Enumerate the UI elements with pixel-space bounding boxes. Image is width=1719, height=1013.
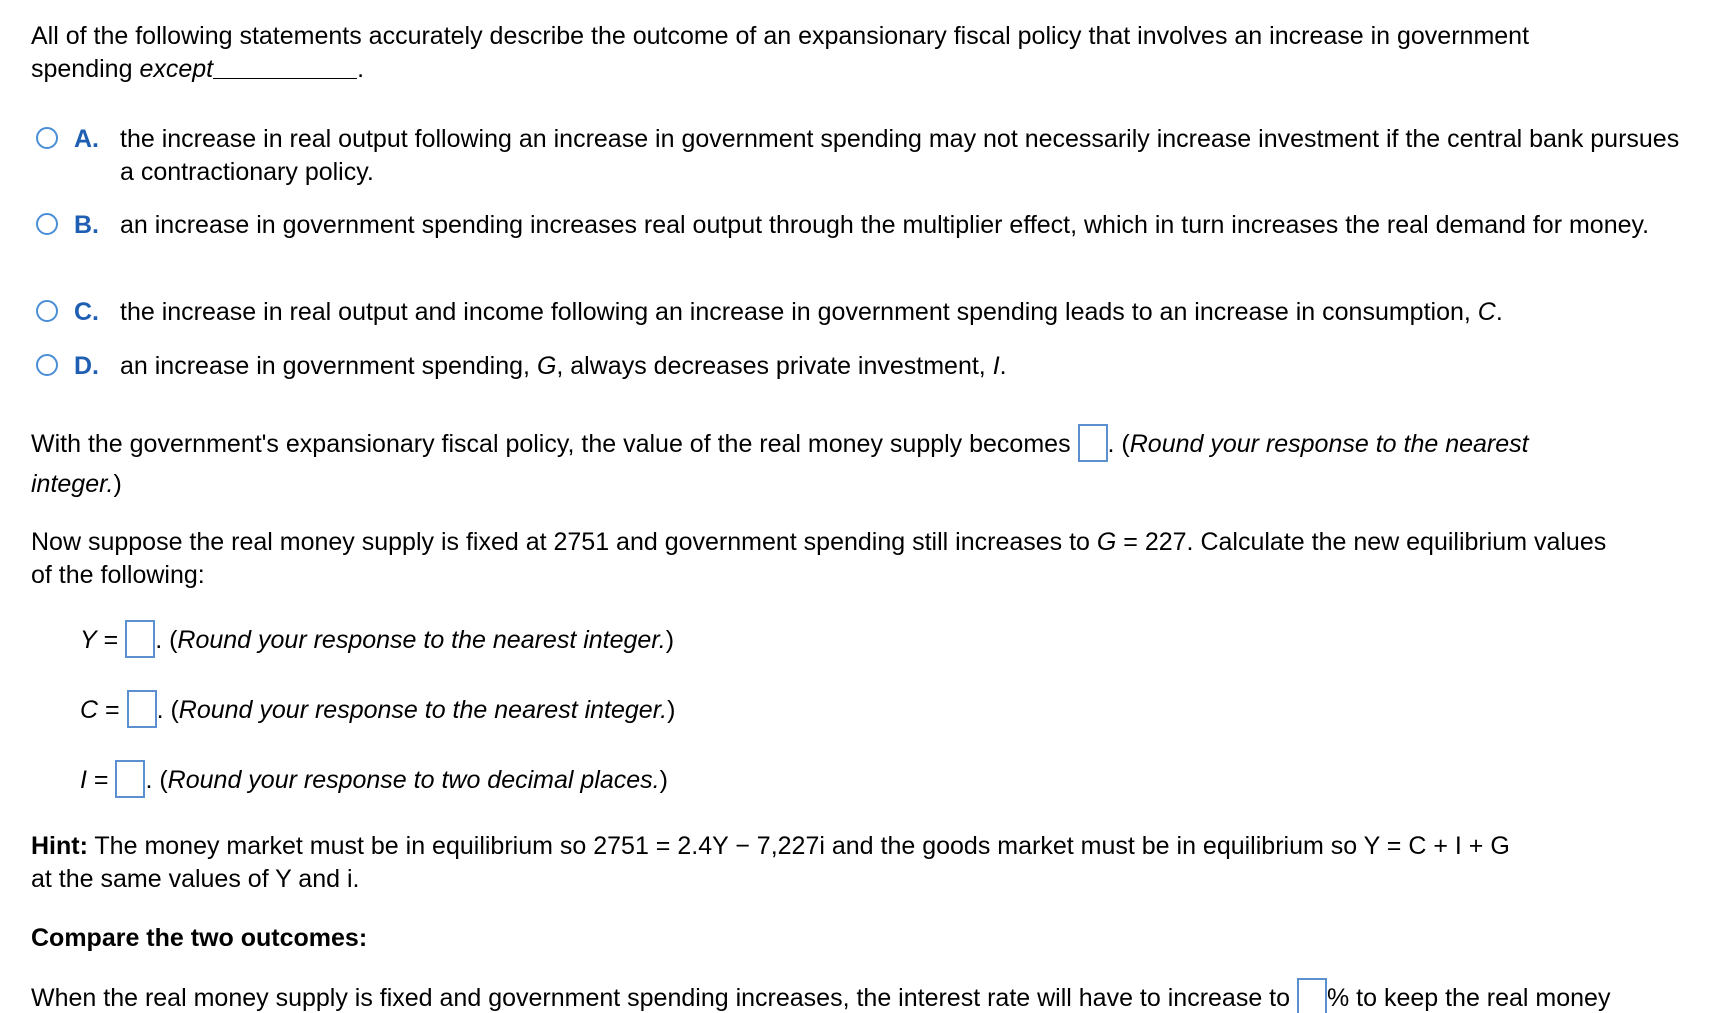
option-d-var-i: I [992,352,1000,380]
equation-c-note: Round your response to the nearest integer. [178,696,668,724]
scenario-text-1: Now suppose the real money supply is fixed at 2751 and government spending still increases to [31,528,1097,556]
money-supply-round-note2: integer. [31,470,114,498]
option-c-text [120,296,1700,329]
answer-blank-line [213,56,357,79]
equation-i-eq: = [86,766,109,794]
hint-text: The money market must be in equilibrium so 2751 = 2.4Y − 7,227i and the goods market must be in equilibrium so Y = C + I + G [87,832,1510,860]
option-c-text-main: the increase in real output and income following an increase in government spending leads to an increase in consumption, [120,298,1478,326]
scenario-text-3: of the following: [31,561,205,589]
equation-i-var: I [80,766,87,794]
option-d-letter: D. [74,352,99,380]
equation-y-eq: = [96,626,119,654]
question-stem-line2: spending [31,55,140,83]
equation-y-var: Y [80,626,97,654]
equation-y: Y = . (Round your response to the nearest integer.) [80,620,674,660]
option-b-letter: B. [74,211,99,239]
question-stem-period: . [357,55,365,83]
option-a-letter: A. [74,125,99,153]
equation-y-note: Round your response to the nearest integer. [177,626,666,654]
compare-text-before: When the real money supply is fixed and government spending increases, the interest rate will have to increase to [31,984,1297,1012]
interest-rate-input[interactable] [1297,978,1327,1013]
scenario-g-var: G [1096,528,1117,556]
radio-button-a[interactable] [36,127,58,149]
option-c-period: . [1495,298,1503,326]
compare-text-after: % to keep the real money [1326,984,1611,1012]
c-input[interactable] [127,690,157,728]
compare-text [31,978,1711,1013]
hint [31,830,1719,896]
option-a-text: the increase in real output following an increase in government spending may not necessarily increase investment if the central bank pursues a contractionary policy. [120,125,1680,186]
equation-c-var: C [80,696,99,724]
money-supply-input[interactable] [1078,424,1108,462]
i-input[interactable] [115,760,145,798]
scenario-text-2: = 227. Calculate the new equilibrium values [1116,528,1607,556]
money-supply-question [31,424,1691,504]
equation-c-eq: = [98,696,120,724]
equation-c: C = . (Round your response to the nearest integer.) [80,690,675,730]
option-c-letter: C. [74,298,99,326]
radio-button-c[interactable] [36,300,58,322]
hint-label: Hint: [31,832,88,860]
compare-heading: Compare the two outcomes: [31,924,368,952]
money-supply-sep: . ( [1107,430,1130,458]
y-input[interactable] [125,620,155,658]
option-d-text [120,350,1700,383]
question-stem-line1: All of the following statements accurately describe the outcome of an expansionary fiscal policy that involves an increase in government [31,22,1530,50]
radio-button-b[interactable] [36,213,58,235]
money-supply-text: With the government's expansionary fiscal policy, the value of the real money supply becomes [31,430,1078,458]
question-stem-except: except [139,55,214,83]
hint-text-2: at the same values of Y and i. [31,865,360,893]
money-supply-close: ) [113,470,122,498]
option-c-var: C [1477,298,1496,326]
option-d-text-start: an increase in government spending, [120,352,537,380]
money-supply-round-note: Round your response to the nearest [1129,430,1529,458]
radio-button-d[interactable] [36,354,58,376]
option-b-text: an increase in government spending increases real output through the multiplier effect, which in turn increases the real demand for money. [120,211,1650,239]
option-d-var-g: G [536,352,557,380]
question-stem [31,20,1691,86]
option-d-text-mid: , always decreases private investment, [556,352,993,380]
equation-i-note: Round your response to two decimal places. [167,766,660,794]
option-d-period: . [999,352,1007,380]
scenario-text [31,526,1711,592]
equation-i: I = . (Round your response to two decimal places.) [80,760,668,800]
